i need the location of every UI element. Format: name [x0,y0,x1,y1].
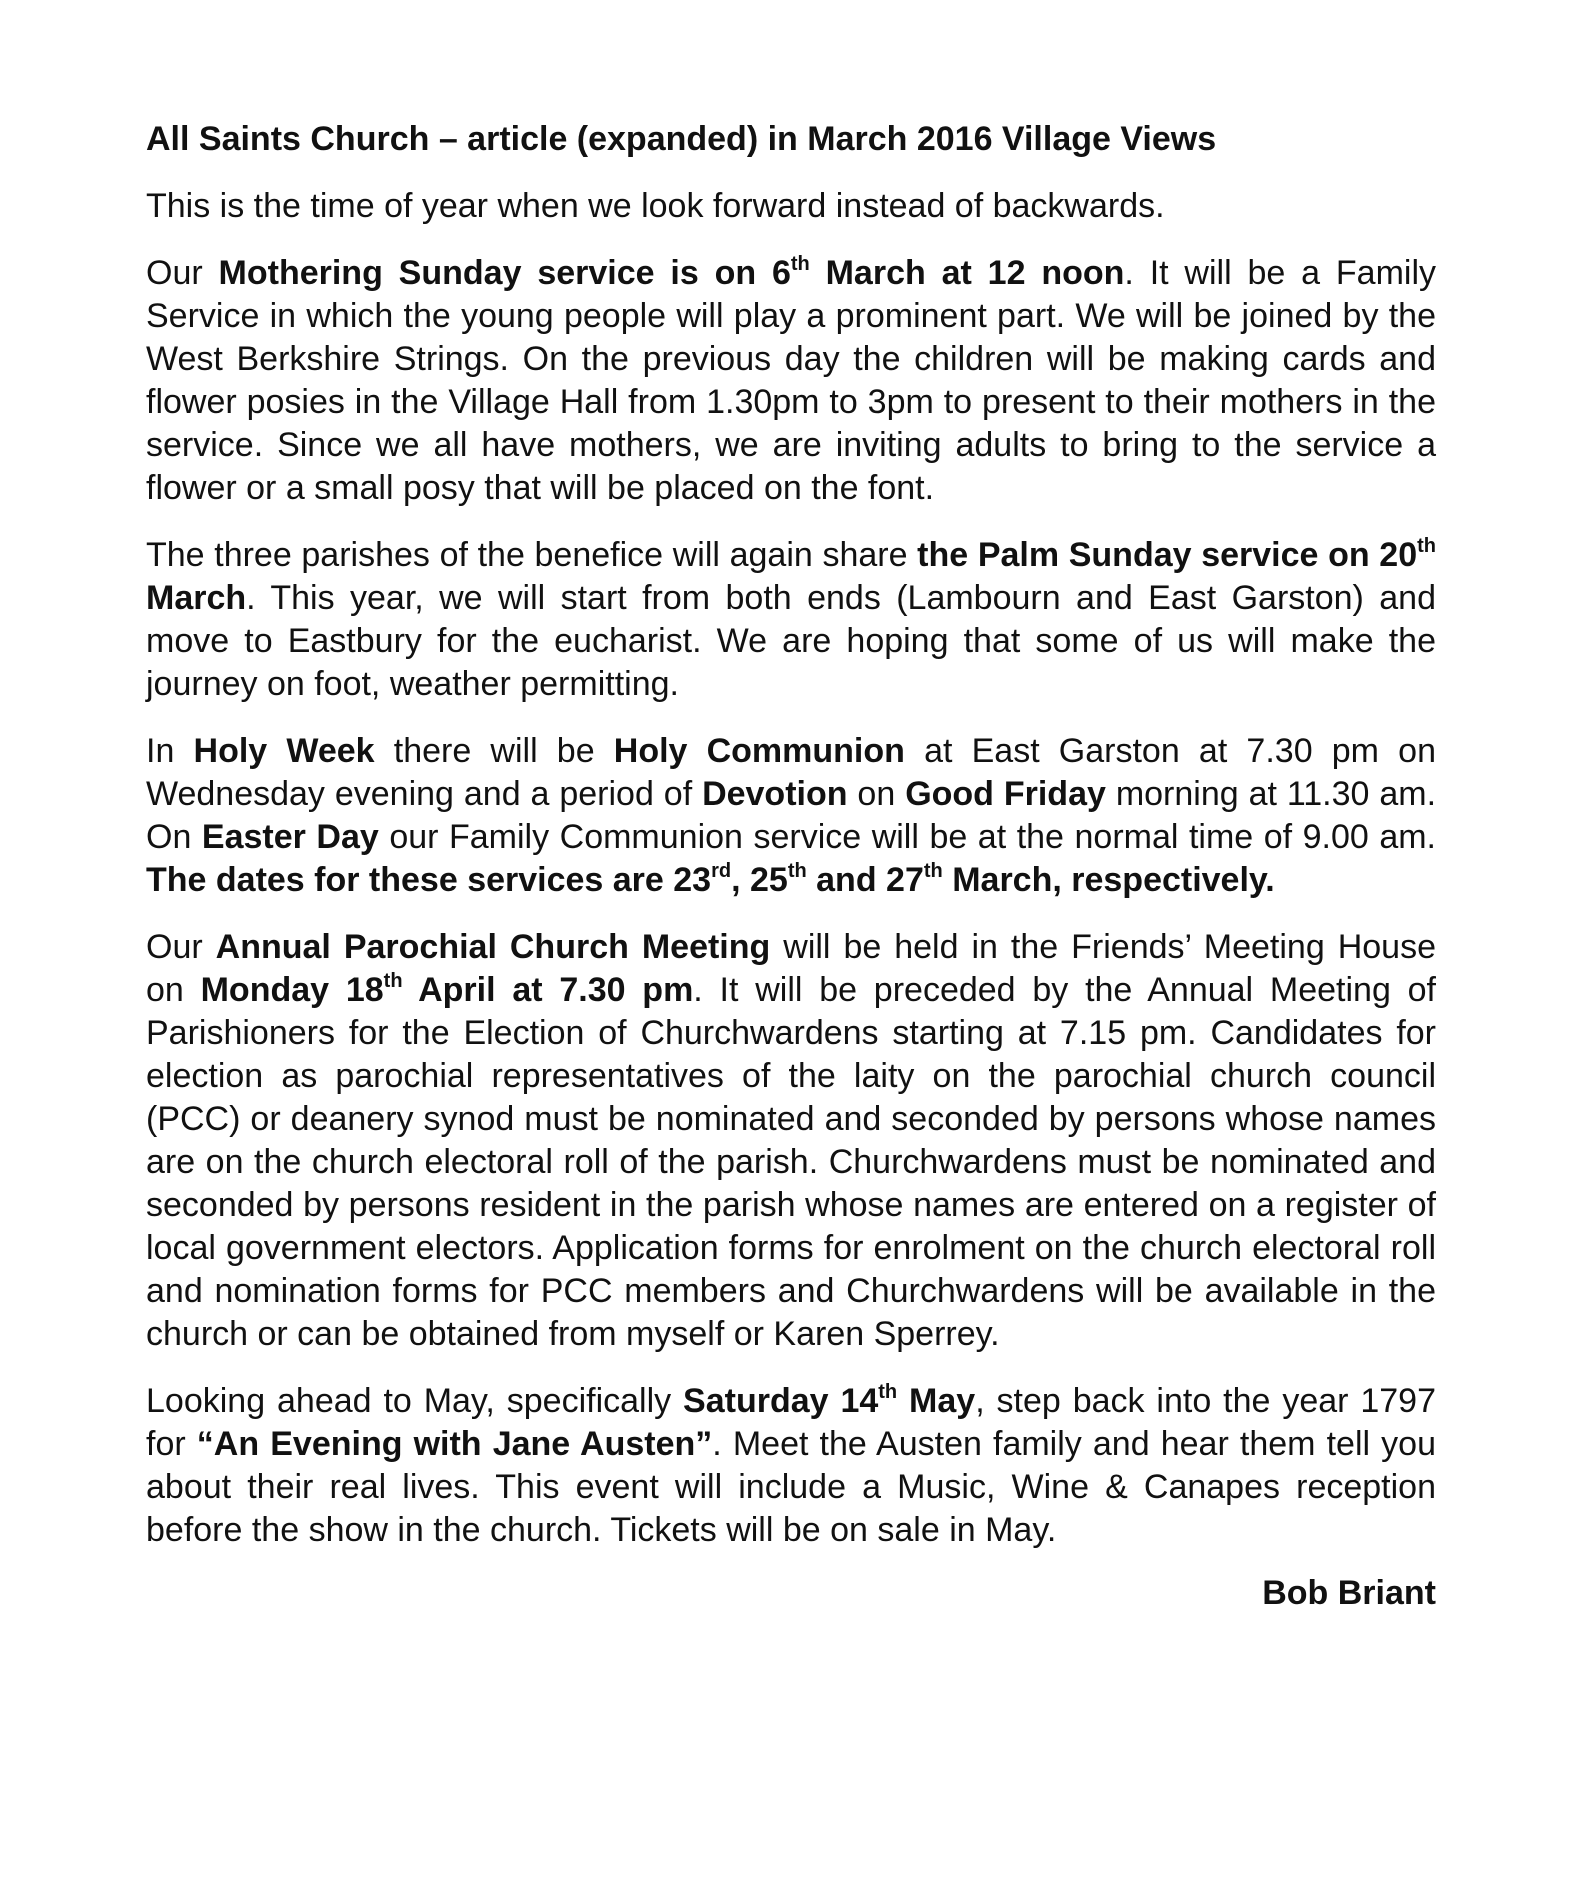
mothering-sunday-paragraph: Our Mothering Sunday service is on 6th March at 12 noon. It will be a Family Service in which the young people will play a prominent part. We will be joined by the West Berkshire Strings. On the previous day the children will be making cards and flower posies in the Village Hall from 1.30pm to 3pm to present to their mothers in the service. Since we all have mothers, we are inviting adults to bring to the service a flower or a small posy that will be placed on the font. [146,252,1437,507]
palm-sunday-paragraph: The three parishes of the benefice will again share the Palm Sunday service on 20th March. This year, we will start from both ends (Lambourn and East Garston) and move to Eastbury for the eucharist. We are hoping that some of us will make the journey on foot, weather permitting. [146,534,1436,703]
jane-austen-evening-paragraph: Looking ahead to May, specifically Saturday 14th May, step back into the year 1797 for “An Evening with Jane Austen”. Meet the Austen family and hear them tell you about their real lives. This event will include a Music, Wine & Canapes reception before the show in the church. Tickets will be on sale in May. [146,1380,1436,1549]
article-title: All Saints Church – article (expanded) in March 2016 Village Views [146,120,1217,158]
author-signature: Bob Briant [1262,1574,1436,1612]
annual-meeting-paragraph: Our Annual Parochial Church Meeting will be held in the Friends’ Meeting House on Monday 18th April at 7.30 pm. It will be preceded by the Annual Meeting of Parishioners for the Election of Churchwardens starting at 7.15 pm. Candidates for election as parochial representatives of the laity on the parochial church council (PCC) or deanery synod must be nominated and seconded by persons whose names are on the church electoral roll of the parish. Churchwardens must be nominated and seconded by persons resident in the parish whose names are entered on a register of local government electors. Application forms for enrolment on the church electoral roll and nomination forms for PCC members and Churchwardens will be available in the church or can be obtained from myself or Karen Sperrey. [146,928,1436,1353]
intro-paragraph: This is the time of year when we look forward instead of backwards. [146,187,1165,225]
holy-week-paragraph: In Holy Week there will be Holy Communion at East Garston at 7.30 pm on Wednesday evening and a period of Devotion on Good Friday morning at 11.30 am. On Easter Day our Family Communion service will be at the normal time of 9.00 am. The dates for these services are 23rd, 25th and 27th March, respectively. [146,732,1437,899]
article [146,118,1436,1615]
